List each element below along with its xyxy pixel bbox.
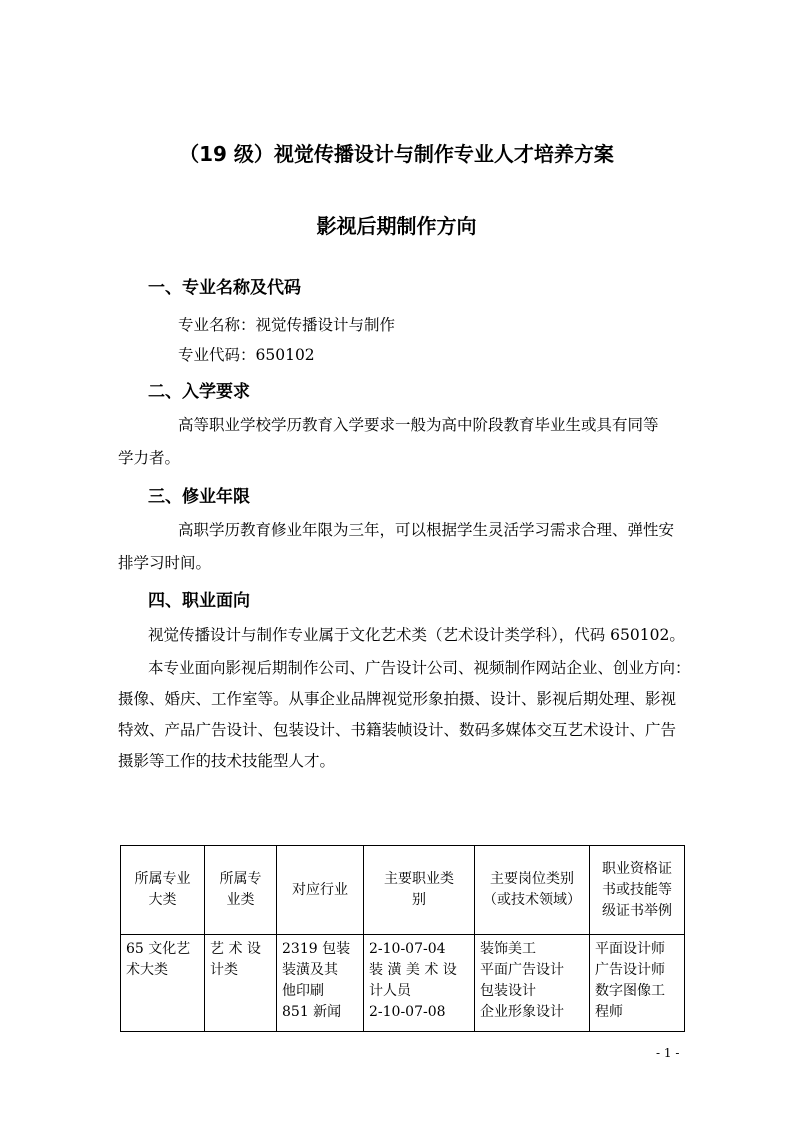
header-major-class: 所属专 业类 <box>205 846 277 935</box>
career-orientation-table <box>120 845 685 1032</box>
table-row <box>121 935 685 1032</box>
career-paragraph-2-line-3: 特效、产品广告设计、包装设计、书籍装帧设计、数码多媒体交互艺术设计、广告 <box>118 721 677 739</box>
cell-occupation: 2-10-07-04 装 潢 美 术 设 计人员 2-10-07-08 <box>364 935 475 1032</box>
document-title: （19 级）视觉传播设计与制作专业人才培养方案 <box>179 142 614 166</box>
header-certificates: 职业资格证 书或技能等 级证书举例 <box>590 846 685 935</box>
admission-line-1: 高等职业学校学历教育入学要求一般为高中阶段教育毕业生或具有同等 <box>178 416 659 434</box>
major-code-line: 专业代码：650102 <box>178 346 315 364</box>
section-2-heading: 二、入学要求 <box>148 382 250 402</box>
cell-major-class: 艺 术 设 计类 <box>205 935 277 1032</box>
career-paragraph-1: 视觉传播设计与制作专业属于文化艺术类（艺术设计类学科），代码 650102。 <box>148 626 685 644</box>
cell-positions: 装饰美工 平面广告设计 包装设计 企业形象设计 <box>475 935 590 1032</box>
section-1-heading: 一、专业名称及代码 <box>148 278 301 298</box>
document-subtitle: 影视后期制作方向 <box>316 214 477 238</box>
major-name-line: 专业名称：视觉传播设计与制作 <box>178 316 396 334</box>
header-occupation: 主要职业类 别 <box>364 846 475 935</box>
duration-line-1: 高职学历教育修业年限为三年，可以根据学生灵活学习需求合理、弹性安 <box>178 521 675 539</box>
section-4-heading: 四、职业面向 <box>148 591 250 611</box>
cell-industry: 2319 包装 装潢及其 他印刷 851 新闻 <box>277 935 364 1032</box>
duration-line-2: 排学习时间。 <box>118 554 212 572</box>
header-major-category: 所属专业 大类 <box>121 846 205 935</box>
career-paragraph-2-line-4: 摄影等工作的技术技能型人才。 <box>118 752 336 770</box>
career-paragraph-2-line-2: 摄像、婚庆、工作室等。从事企业品牌视觉形象拍摄、设计、影视后期处理、影视 <box>118 690 677 708</box>
table-header-row <box>121 846 685 935</box>
admission-line-2: 学力者。 <box>118 449 181 467</box>
career-paragraph-2-line-1: 本专业面向影视后期制作公司、广告设计公司、视频制作网站企业、创业方向： <box>148 659 691 677</box>
page-number: - 1 - <box>656 1046 680 1060</box>
cell-certificates: 平面设计师 广告设计师 数字图像工 程师 <box>590 935 685 1032</box>
section-3-heading: 三、修业年限 <box>148 487 250 507</box>
header-industry: 对应行业 <box>277 846 364 935</box>
cell-major-category: 65 文化艺 术大类 <box>121 935 205 1032</box>
header-positions: 主要岗位类别 （或技术领域） <box>475 846 590 935</box>
